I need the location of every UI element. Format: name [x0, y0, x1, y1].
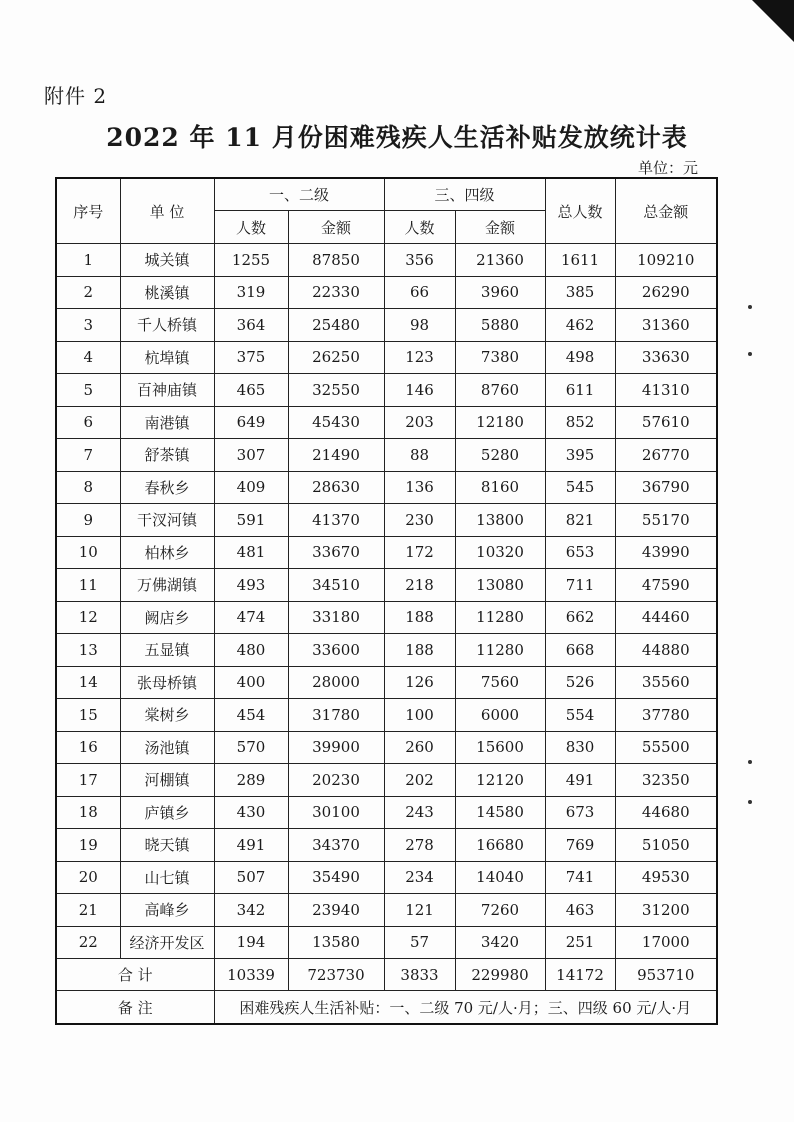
remark-row — [56, 991, 717, 1025]
row-grade12-amount: 22330 — [288, 276, 384, 309]
row-grade12-people: 649 — [214, 406, 288, 439]
row-unit: 柏林乡 — [120, 536, 214, 569]
row-total-people: 554 — [545, 699, 615, 732]
row-seq: 19 — [56, 829, 120, 862]
row-total-amount: 43990 — [615, 536, 717, 569]
header-grade-1-2: 一、二级 — [214, 178, 384, 211]
row-grade34-people: 243 — [384, 796, 455, 829]
row-seq: 22 — [56, 926, 120, 959]
row-grade12-amount: 35490 — [288, 861, 384, 894]
row-seq: 16 — [56, 731, 120, 764]
table-row — [56, 374, 717, 407]
table-row — [56, 894, 717, 927]
row-grade34-people: 57 — [384, 926, 455, 959]
row-unit: 庐镇乡 — [120, 796, 214, 829]
scan-speck — [748, 352, 752, 356]
row-total-amount: 26290 — [615, 276, 717, 309]
row-total-people: 395 — [545, 439, 615, 472]
row-grade12-people: 194 — [214, 926, 288, 959]
unit-note: 单位：元 — [637, 159, 698, 177]
total-label: 合 计 — [56, 959, 214, 991]
row-grade12-people: 474 — [214, 601, 288, 634]
row-grade12-people: 570 — [214, 731, 288, 764]
total-cell: 10339 — [214, 959, 288, 991]
row-seq: 3 — [56, 309, 120, 342]
row-grade12-people: 491 — [214, 829, 288, 862]
row-unit: 千人桥镇 — [120, 309, 214, 342]
row-grade12-people: 591 — [214, 504, 288, 537]
row-total-amount: 35560 — [615, 666, 717, 699]
row-grade34-people: 202 — [384, 764, 455, 797]
row-total-amount: 57610 — [615, 406, 717, 439]
row-grade12-people: 480 — [214, 634, 288, 667]
row-unit: 阙店乡 — [120, 601, 214, 634]
row-unit: 张母桥镇 — [120, 666, 214, 699]
row-total-people: 491 — [545, 764, 615, 797]
row-total-people: 662 — [545, 601, 615, 634]
row-grade34-amount: 7380 — [455, 341, 545, 374]
row-total-people: 769 — [545, 829, 615, 862]
row-grade34-amount: 14580 — [455, 796, 545, 829]
row-grade34-amount: 13800 — [455, 504, 545, 537]
row-total-people: 653 — [545, 536, 615, 569]
row-total-amount: 55500 — [615, 731, 717, 764]
row-grade12-people: 493 — [214, 569, 288, 602]
total-cell: 953710 — [615, 959, 717, 991]
row-total-amount: 44880 — [615, 634, 717, 667]
row-grade12-amount: 20230 — [288, 764, 384, 797]
row-total-people: 611 — [545, 374, 615, 407]
remark-text: 困难残疾人生活补贴：一、二级 70 元/人·月；三、四级 60 元/人·月 — [214, 991, 717, 1025]
remark-label: 备 注 — [56, 991, 214, 1025]
row-total-people: 673 — [545, 796, 615, 829]
row-grade12-people: 1255 — [214, 244, 288, 277]
header-unit: 单 位 — [120, 178, 214, 244]
attachment-label: 附件 2 — [44, 84, 108, 108]
row-grade34-amount: 5280 — [455, 439, 545, 472]
row-grade12-amount: 23940 — [288, 894, 384, 927]
row-grade34-people: 188 — [384, 634, 455, 667]
row-grade34-people: 234 — [384, 861, 455, 894]
row-grade34-people: 98 — [384, 309, 455, 342]
row-grade12-people: 400 — [214, 666, 288, 699]
row-total-people: 1611 — [545, 244, 615, 277]
row-grade12-amount: 33670 — [288, 536, 384, 569]
row-grade34-amount: 8760 — [455, 374, 545, 407]
row-unit: 高峰乡 — [120, 894, 214, 927]
row-total-amount: 55170 — [615, 504, 717, 537]
header-total-people: 总人数 — [545, 178, 615, 244]
row-grade12-amount: 28630 — [288, 471, 384, 504]
table-row — [56, 276, 717, 309]
row-total-amount: 49530 — [615, 861, 717, 894]
row-grade12-people: 375 — [214, 341, 288, 374]
scan-speck — [748, 800, 752, 804]
row-unit: 南港镇 — [120, 406, 214, 439]
table-row — [56, 861, 717, 894]
row-seq: 13 — [56, 634, 120, 667]
row-seq: 11 — [56, 569, 120, 602]
row-grade34-amount: 3420 — [455, 926, 545, 959]
row-grade12-people: 481 — [214, 536, 288, 569]
scan-speck — [748, 305, 752, 309]
row-seq: 15 — [56, 699, 120, 732]
row-grade34-amount: 10320 — [455, 536, 545, 569]
row-grade12-amount: 31780 — [288, 699, 384, 732]
row-grade34-amount: 16680 — [455, 829, 545, 862]
table-row — [56, 601, 717, 634]
row-grade12-people: 319 — [214, 276, 288, 309]
header-people: 人数 — [214, 211, 288, 244]
header-seq: 序号 — [56, 178, 120, 244]
row-grade34-amount: 7260 — [455, 894, 545, 927]
total-cell: 229980 — [455, 959, 545, 991]
row-grade12-amount: 41370 — [288, 504, 384, 537]
row-grade34-people: 203 — [384, 406, 455, 439]
row-grade34-people: 356 — [384, 244, 455, 277]
row-unit: 干汊河镇 — [120, 504, 214, 537]
row-grade34-people: 146 — [384, 374, 455, 407]
row-grade12-people: 289 — [214, 764, 288, 797]
row-grade34-amount: 3960 — [455, 276, 545, 309]
row-total-amount: 36790 — [615, 471, 717, 504]
table-row — [56, 666, 717, 699]
row-grade12-amount: 25480 — [288, 309, 384, 342]
row-grade34-amount: 12120 — [455, 764, 545, 797]
row-total-people: 852 — [545, 406, 615, 439]
row-total-people: 545 — [545, 471, 615, 504]
row-total-amount: 51050 — [615, 829, 717, 862]
row-grade12-people: 342 — [214, 894, 288, 927]
row-seq: 5 — [56, 374, 120, 407]
row-grade12-amount: 26250 — [288, 341, 384, 374]
row-seq: 21 — [56, 894, 120, 927]
header-amount: 金额 — [455, 211, 545, 244]
table-row — [56, 926, 717, 959]
table-row — [56, 244, 717, 277]
row-seq: 14 — [56, 666, 120, 699]
row-total-amount: 26770 — [615, 439, 717, 472]
row-seq: 2 — [56, 276, 120, 309]
row-grade34-people: 260 — [384, 731, 455, 764]
row-grade34-people: 218 — [384, 569, 455, 602]
row-total-amount: 44460 — [615, 601, 717, 634]
row-total-amount: 17000 — [615, 926, 717, 959]
subsidy-statistics-table — [55, 177, 718, 1025]
document-title: 2022 年 11 月份困难残疾人生活补贴发放统计表 — [106, 123, 688, 152]
row-seq: 9 — [56, 504, 120, 537]
total-cell: 3833 — [384, 959, 455, 991]
row-grade12-amount: 39900 — [288, 731, 384, 764]
table-row — [56, 731, 717, 764]
table-row — [56, 309, 717, 342]
row-unit: 桃溪镇 — [120, 276, 214, 309]
table-row — [56, 764, 717, 797]
row-total-people: 463 — [545, 894, 615, 927]
row-grade12-people: 307 — [214, 439, 288, 472]
row-grade12-people: 465 — [214, 374, 288, 407]
row-unit: 经济开发区 — [120, 926, 214, 959]
row-grade34-amount: 13080 — [455, 569, 545, 602]
row-grade12-people: 507 — [214, 861, 288, 894]
row-total-amount: 47590 — [615, 569, 717, 602]
row-unit: 汤池镇 — [120, 731, 214, 764]
row-grade34-amount: 6000 — [455, 699, 545, 732]
row-seq: 4 — [56, 341, 120, 374]
row-total-people: 498 — [545, 341, 615, 374]
row-total-amount: 33630 — [615, 341, 717, 374]
row-total-people: 830 — [545, 731, 615, 764]
row-unit: 城关镇 — [120, 244, 214, 277]
row-unit: 百神庙镇 — [120, 374, 214, 407]
total-cell: 14172 — [545, 959, 615, 991]
row-grade12-amount: 28000 — [288, 666, 384, 699]
table-row — [56, 536, 717, 569]
row-unit: 棠树乡 — [120, 699, 214, 732]
header-total-amount: 总金额 — [615, 178, 717, 244]
row-grade12-amount: 32550 — [288, 374, 384, 407]
row-grade34-amount: 11280 — [455, 601, 545, 634]
row-grade12-amount: 30100 — [288, 796, 384, 829]
scan-corner-mark — [752, 0, 794, 42]
row-grade12-amount: 33600 — [288, 634, 384, 667]
row-unit: 五显镇 — [120, 634, 214, 667]
row-grade34-people: 100 — [384, 699, 455, 732]
row-grade12-people: 454 — [214, 699, 288, 732]
table-row — [56, 569, 717, 602]
table-row — [56, 504, 717, 537]
row-seq: 18 — [56, 796, 120, 829]
table-row — [56, 796, 717, 829]
row-grade34-people: 126 — [384, 666, 455, 699]
row-seq: 8 — [56, 471, 120, 504]
row-grade12-amount: 33180 — [288, 601, 384, 634]
row-grade12-amount: 13580 — [288, 926, 384, 959]
row-total-people: 462 — [545, 309, 615, 342]
row-grade12-amount: 34510 — [288, 569, 384, 602]
row-seq: 6 — [56, 406, 120, 439]
row-total-people: 821 — [545, 504, 615, 537]
row-seq: 1 — [56, 244, 120, 277]
row-grade12-amount: 45430 — [288, 406, 384, 439]
row-unit: 舒茶镇 — [120, 439, 214, 472]
row-grade34-amount: 11280 — [455, 634, 545, 667]
row-total-people: 385 — [545, 276, 615, 309]
table-row — [56, 471, 717, 504]
table-row — [56, 829, 717, 862]
row-grade34-people: 188 — [384, 601, 455, 634]
row-total-amount: 37780 — [615, 699, 717, 732]
row-grade12-people: 409 — [214, 471, 288, 504]
row-grade12-people: 430 — [214, 796, 288, 829]
row-seq: 12 — [56, 601, 120, 634]
row-grade34-amount: 12180 — [455, 406, 545, 439]
row-total-amount: 32350 — [615, 764, 717, 797]
table-row — [56, 406, 717, 439]
row-grade12-amount: 34370 — [288, 829, 384, 862]
row-unit: 晓天镇 — [120, 829, 214, 862]
row-unit: 杭埠镇 — [120, 341, 214, 374]
row-total-amount: 31200 — [615, 894, 717, 927]
header-grade-3-4: 三、四级 — [384, 178, 545, 211]
row-grade34-amount: 8160 — [455, 471, 545, 504]
header-people: 人数 — [384, 211, 455, 244]
row-grade12-amount: 87850 — [288, 244, 384, 277]
row-grade34-amount: 21360 — [455, 244, 545, 277]
row-total-people: 668 — [545, 634, 615, 667]
row-grade34-amount: 15600 — [455, 731, 545, 764]
row-seq: 7 — [56, 439, 120, 472]
row-total-amount: 41310 — [615, 374, 717, 407]
row-total-amount: 44680 — [615, 796, 717, 829]
row-grade34-people: 278 — [384, 829, 455, 862]
table-row — [56, 634, 717, 667]
row-total-amount: 109210 — [615, 244, 717, 277]
row-total-amount: 31360 — [615, 309, 717, 342]
row-grade12-people: 364 — [214, 309, 288, 342]
row-unit: 山七镇 — [120, 861, 214, 894]
row-seq: 20 — [56, 861, 120, 894]
row-grade34-amount: 14040 — [455, 861, 545, 894]
table-row — [56, 341, 717, 374]
row-grade34-people: 230 — [384, 504, 455, 537]
row-grade34-people: 88 — [384, 439, 455, 472]
row-grade34-people: 123 — [384, 341, 455, 374]
header-amount: 金额 — [288, 211, 384, 244]
row-total-people: 711 — [545, 569, 615, 602]
row-total-people: 526 — [545, 666, 615, 699]
row-total-people: 251 — [545, 926, 615, 959]
table-row — [56, 699, 717, 732]
row-unit: 万佛湖镇 — [120, 569, 214, 602]
row-unit: 春秋乡 — [120, 471, 214, 504]
row-grade34-people: 172 — [384, 536, 455, 569]
row-grade34-people: 121 — [384, 894, 455, 927]
row-grade12-amount: 21490 — [288, 439, 384, 472]
row-grade34-people: 66 — [384, 276, 455, 309]
scan-speck — [748, 760, 752, 764]
row-seq: 10 — [56, 536, 120, 569]
row-seq: 17 — [56, 764, 120, 797]
total-cell: 723730 — [288, 959, 384, 991]
row-unit: 河棚镇 — [120, 764, 214, 797]
row-grade34-amount: 5880 — [455, 309, 545, 342]
table-row — [56, 439, 717, 472]
row-grade34-amount: 7560 — [455, 666, 545, 699]
table-body — [56, 244, 717, 959]
row-grade34-people: 136 — [384, 471, 455, 504]
total-row — [56, 959, 717, 991]
row-total-people: 741 — [545, 861, 615, 894]
